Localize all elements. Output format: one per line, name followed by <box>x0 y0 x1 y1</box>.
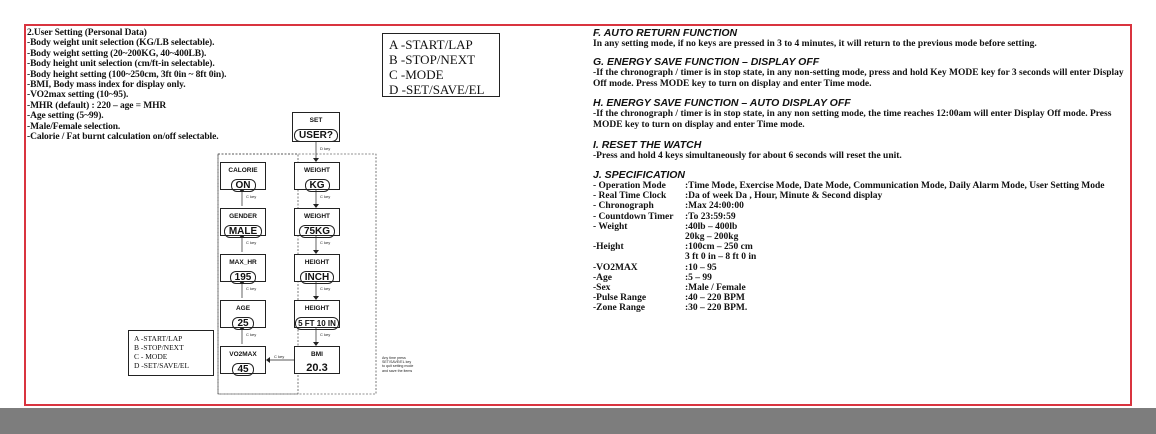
user-setting-line: -Body height setting (100~250cm, 3ft 0in ~ 8ft 0in). <box>27 69 227 80</box>
key-label: C key <box>246 332 257 337</box>
lcd-set-user: SET USER? <box>292 112 340 142</box>
key-legend-box <box>382 33 500 97</box>
user-setting-flow-diagram <box>202 108 442 408</box>
key-label: C key <box>246 240 257 245</box>
key-legend-small-d: D -SET/SAVE/EL <box>134 361 190 370</box>
section-i <box>593 140 902 162</box>
section-g-heading: G. ENERGY SAVE FUNCTION – DISPLAY OFF <box>593 56 820 68</box>
user-setting-line: -Body weight setting (20~200KG, 40~400LB). <box>27 48 207 59</box>
spec-row: -Sex :Male / Female <box>593 283 746 294</box>
section-h-heading: H. ENERGY SAVE FUNCTION – AUTO DISPLAY OFF <box>593 97 851 109</box>
user-setting-line: -MHR (default) : 220 – age = MHR <box>27 100 167 111</box>
section-i-text: -Press and hold 4 keys simultaneously for about 6 seconds will reset the unit. <box>593 151 902 161</box>
key-label: D key <box>320 146 331 151</box>
key-legend-c: C -MODE <box>389 67 444 82</box>
section-i-heading: I. RESET THE WATCH <box>593 139 702 151</box>
spec-table <box>593 181 1105 314</box>
key-legend-small-b: B -STOP/NEXT <box>134 343 184 352</box>
diagram-footnote: Any time press SET/SAVE/EL key to quit setting mode and save the items <box>382 356 414 373</box>
spec-row: 3 ft 0 in – 8 ft 0 in <box>685 252 757 263</box>
lcd-weight-value: WEIGHT 75KG <box>294 208 340 236</box>
spec-row: -Age :5 – 99 <box>593 272 712 283</box>
user-setting-line: -Male/Female selection. <box>27 121 121 132</box>
section-g <box>593 57 1124 89</box>
spec-row: - Real Time Clock :Da of week Da , Hour, Minute & Second display <box>593 191 883 202</box>
section-f-heading: F. AUTO RETURN FUNCTION <box>593 27 738 39</box>
spec-row: -Height :100cm – 250 cm <box>593 242 753 253</box>
key-legend-b: B -STOP/NEXT <box>389 52 476 67</box>
section-j <box>593 170 1105 314</box>
section-f-text: In any setting mode, if no keys are pressed in 3 to 4 minutes, it will return to the previous mode before setting. <box>593 39 1037 49</box>
lcd-weight-unit: WEIGHT KG <box>294 162 340 190</box>
spec-row: 20kg – 200kg <box>685 232 739 243</box>
key-label: C key <box>274 354 285 359</box>
lcd-calorie: CALORIE ON <box>220 162 266 190</box>
spec-row: - Countdown Timer :To 23:59:59 <box>593 211 736 222</box>
user-setting-section <box>27 28 226 142</box>
key-label: C key <box>246 194 257 199</box>
section-h-text: MODE key to turn on display and enter Time mode. <box>593 119 805 130</box>
key-label: C key <box>246 286 257 291</box>
spec-row: -Pulse Range :40 – 220 BPM <box>593 293 745 304</box>
spec-row: -VO2MAX :10 – 95 <box>593 262 717 273</box>
lcd-vo2max: VO2MAX 45 <box>220 346 266 374</box>
key-label: C key <box>320 240 331 245</box>
spec-row: - Chronograph :Max 24:00:00 <box>593 201 744 212</box>
user-setting-line: -Body height unit selection (cm/ft-in selectable). <box>27 59 215 70</box>
user-setting-title: 2.User Setting (Personal Data) <box>27 28 147 38</box>
key-legend-small-a: A -START/LAP <box>134 334 183 343</box>
spec-row: - Operation Mode :Time Mode, Exercise Mode, Date Mode, Communication Mode, Daily Alarm Mode, User Setting Mode <box>593 181 1105 191</box>
lcd-bmi: BMI 20.3 <box>294 346 340 374</box>
section-f <box>593 28 1037 50</box>
user-setting-line: -Calorie / Fat burnt calculation on/off selectable. <box>27 132 219 143</box>
viewer-bottom-bar <box>0 408 1156 434</box>
section-h-text: -If the chronograph / timer is in stop state, in any non setting mode, the time reaches 12:00am will enter Display Off mode. Press <box>593 109 1112 119</box>
key-label: C key <box>320 286 331 291</box>
key-legend-d: D -SET/SAVE/EL <box>389 82 485 97</box>
user-setting-line: -BMI, Body mass index for display only. <box>27 80 186 91</box>
lcd-height-value: HEIGHT 5 FT 10 IN <box>294 300 340 328</box>
key-label: C key <box>320 332 331 337</box>
user-setting-line: -Age setting (5~99). <box>27 111 104 122</box>
page-margin <box>1134 0 1156 408</box>
user-setting-line: -VO2max setting (10~95). <box>27 90 129 101</box>
section-j-heading: J. SPECIFICATION <box>593 169 685 181</box>
lcd-max-hr: MAX_HR 195 <box>220 254 266 282</box>
section-g-text: -If the chronograph / timer is in stop state, in any non-setting mode, press and hold Key MODE key for 3 seconds will enter Display <box>593 68 1124 78</box>
lcd-gender: GENDER MALE <box>220 208 266 236</box>
key-legend-small-c: C - MODE <box>134 352 168 361</box>
lcd-age: AGE 25 <box>220 300 266 328</box>
key-legend-a: A -START/LAP <box>389 37 473 52</box>
spec-row: -Zone Range :30 – 220 BPM. <box>593 303 748 314</box>
user-setting-line: -Body weight unit selection (KG/LB selectable). <box>27 38 215 49</box>
section-g-text: Off mode. Press MODE key to turn on display and enter Time mode. <box>593 78 872 89</box>
spec-row: - Weight :40lb – 400lb <box>593 221 738 232</box>
lcd-height-unit: HEIGHT INCH <box>294 254 340 282</box>
section-h <box>593 98 1111 130</box>
key-label: C key <box>320 194 331 199</box>
